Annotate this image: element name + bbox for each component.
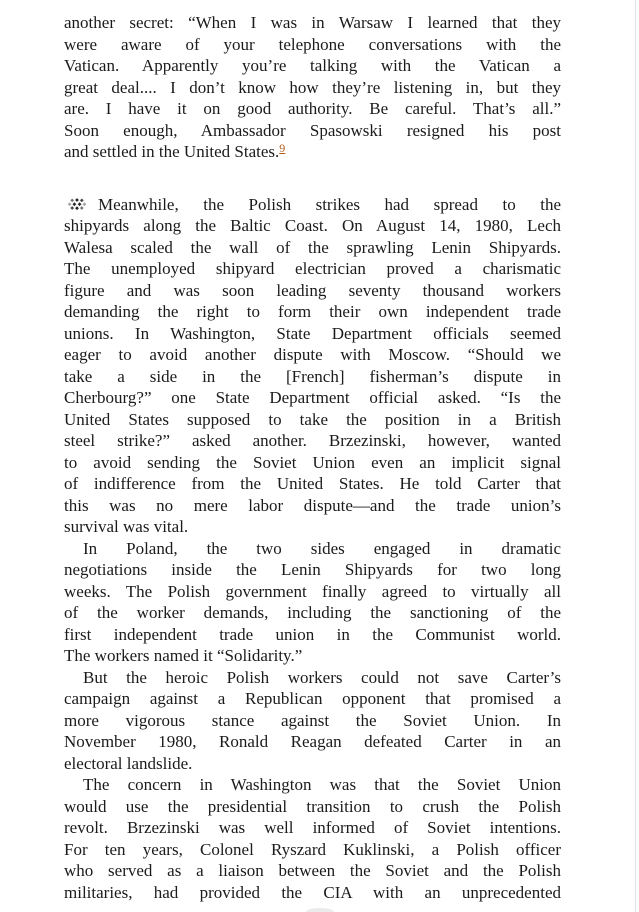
text-line: unions. In Washington, State Department officials seemed — [64, 323, 561, 343]
text-line: But the heroic Polish workers could not save Carter’s — [83, 667, 561, 687]
text-line: United States supposed to take the position in a British — [64, 409, 561, 429]
book-text-column — [64, 12, 561, 903]
text-line: take a side in the [French] fisherman’s dispute in — [64, 366, 561, 386]
text-line: of indifference from the United States. He told Carter that — [64, 474, 561, 493]
paragraph — [64, 774, 561, 903]
text-line: and settled in the United States.$^9$ — [64, 141, 286, 161]
text-line: The concern in Washington was that the Soviet Union — [83, 775, 561, 794]
paragraph — [64, 194, 561, 538]
text-line: who served as a liaison between the Soviet and the Polish — [64, 861, 561, 880]
text-line: figure and was soon leading seventy thousand workers — [64, 280, 561, 300]
text-line: first independent trade union in the Communist world. — [64, 624, 561, 644]
text-line: Walesa scaled the wall of the sprawling Lenin Shipyards. — [64, 237, 561, 257]
text-line: Meanwhile, the Polish strikes had spread to the — [64, 194, 561, 216]
text-line: militaries, had provided the CIA with an unprecedented — [64, 882, 561, 902]
section-break-ornament-icon — [64, 195, 90, 217]
text-line: The workers named it “Solidarity.” — [64, 646, 303, 665]
text-line: another secret: “When I was in Warsaw I learned that they — [64, 13, 561, 32]
paragraph — [64, 538, 561, 667]
text-line: November 1980, Ronald Reagan defeated Carter in an — [64, 732, 561, 751]
text-line: The unemployed shipyard electrician proved a charismatic — [64, 259, 561, 278]
text-line: Vatican. Apparently you’re talking with the Vatican a — [64, 56, 561, 75]
text-line: Cherbourg?” one State Department official asked. “Is the — [64, 388, 561, 407]
text-line: For ten years, Colonel Ryszard Kuklinski, a Polish officer — [64, 839, 561, 859]
text-line: great deal.... I don’t know how they’re listening in, but they — [64, 77, 561, 97]
text-line: eager to avoid another dispute with Moscow. “Should we — [64, 345, 561, 364]
text-line: would use the presidential transition to crush the Polish — [64, 796, 561, 816]
text-line: more vigorous stance against the Soviet Union. In — [64, 710, 561, 730]
text-line: this was no mere labor dispute—and the trade union’s — [64, 495, 561, 515]
text-line: electoral landslide. — [64, 753, 193, 773]
text-line: shipyards along the Baltic Coast. On August 14, 1980, Lech — [64, 216, 561, 235]
text-line: of the worker demands, including the sanctioning of the — [64, 603, 561, 622]
text-line: negotiations inside the Lenin Shipyards for two long — [64, 560, 561, 579]
text-line: revolt. Brzezinski was well informed of Soviet intentions. — [64, 818, 561, 837]
page-progress-indicator — [306, 908, 334, 912]
paragraph — [64, 667, 561, 775]
text-line: steel strike?” asked another. Brzezinski, however, wanted — [64, 431, 561, 450]
page-right-edge-line — [635, 0, 637, 912]
text-line: were aware of your telephone conversations with the — [64, 34, 561, 54]
text-line: campaign against a Republican opponent that promised a — [64, 689, 561, 708]
text-line: survival was vital. — [64, 517, 189, 536]
paragraph — [64, 12, 561, 163]
text-line: are. I have it on good authority. Be careful. That’s all.” — [64, 99, 561, 118]
text-line: Soon enough, Ambassador Spasowski resigned his post — [64, 120, 561, 140]
text-line: demanding the right to form their own independent trade — [64, 302, 561, 321]
footnote-link-9[interactable]: 9 — [279, 141, 286, 155]
text-line: to avoid sending the Soviet Union even an implicit signal — [64, 452, 561, 472]
text-line: weeks. The Polish government finally agreed to virtually all — [64, 581, 561, 601]
text-line: In Poland, the two sides engaged in dramatic — [83, 538, 561, 558]
footnote-superscript — [279, 141, 285, 155]
